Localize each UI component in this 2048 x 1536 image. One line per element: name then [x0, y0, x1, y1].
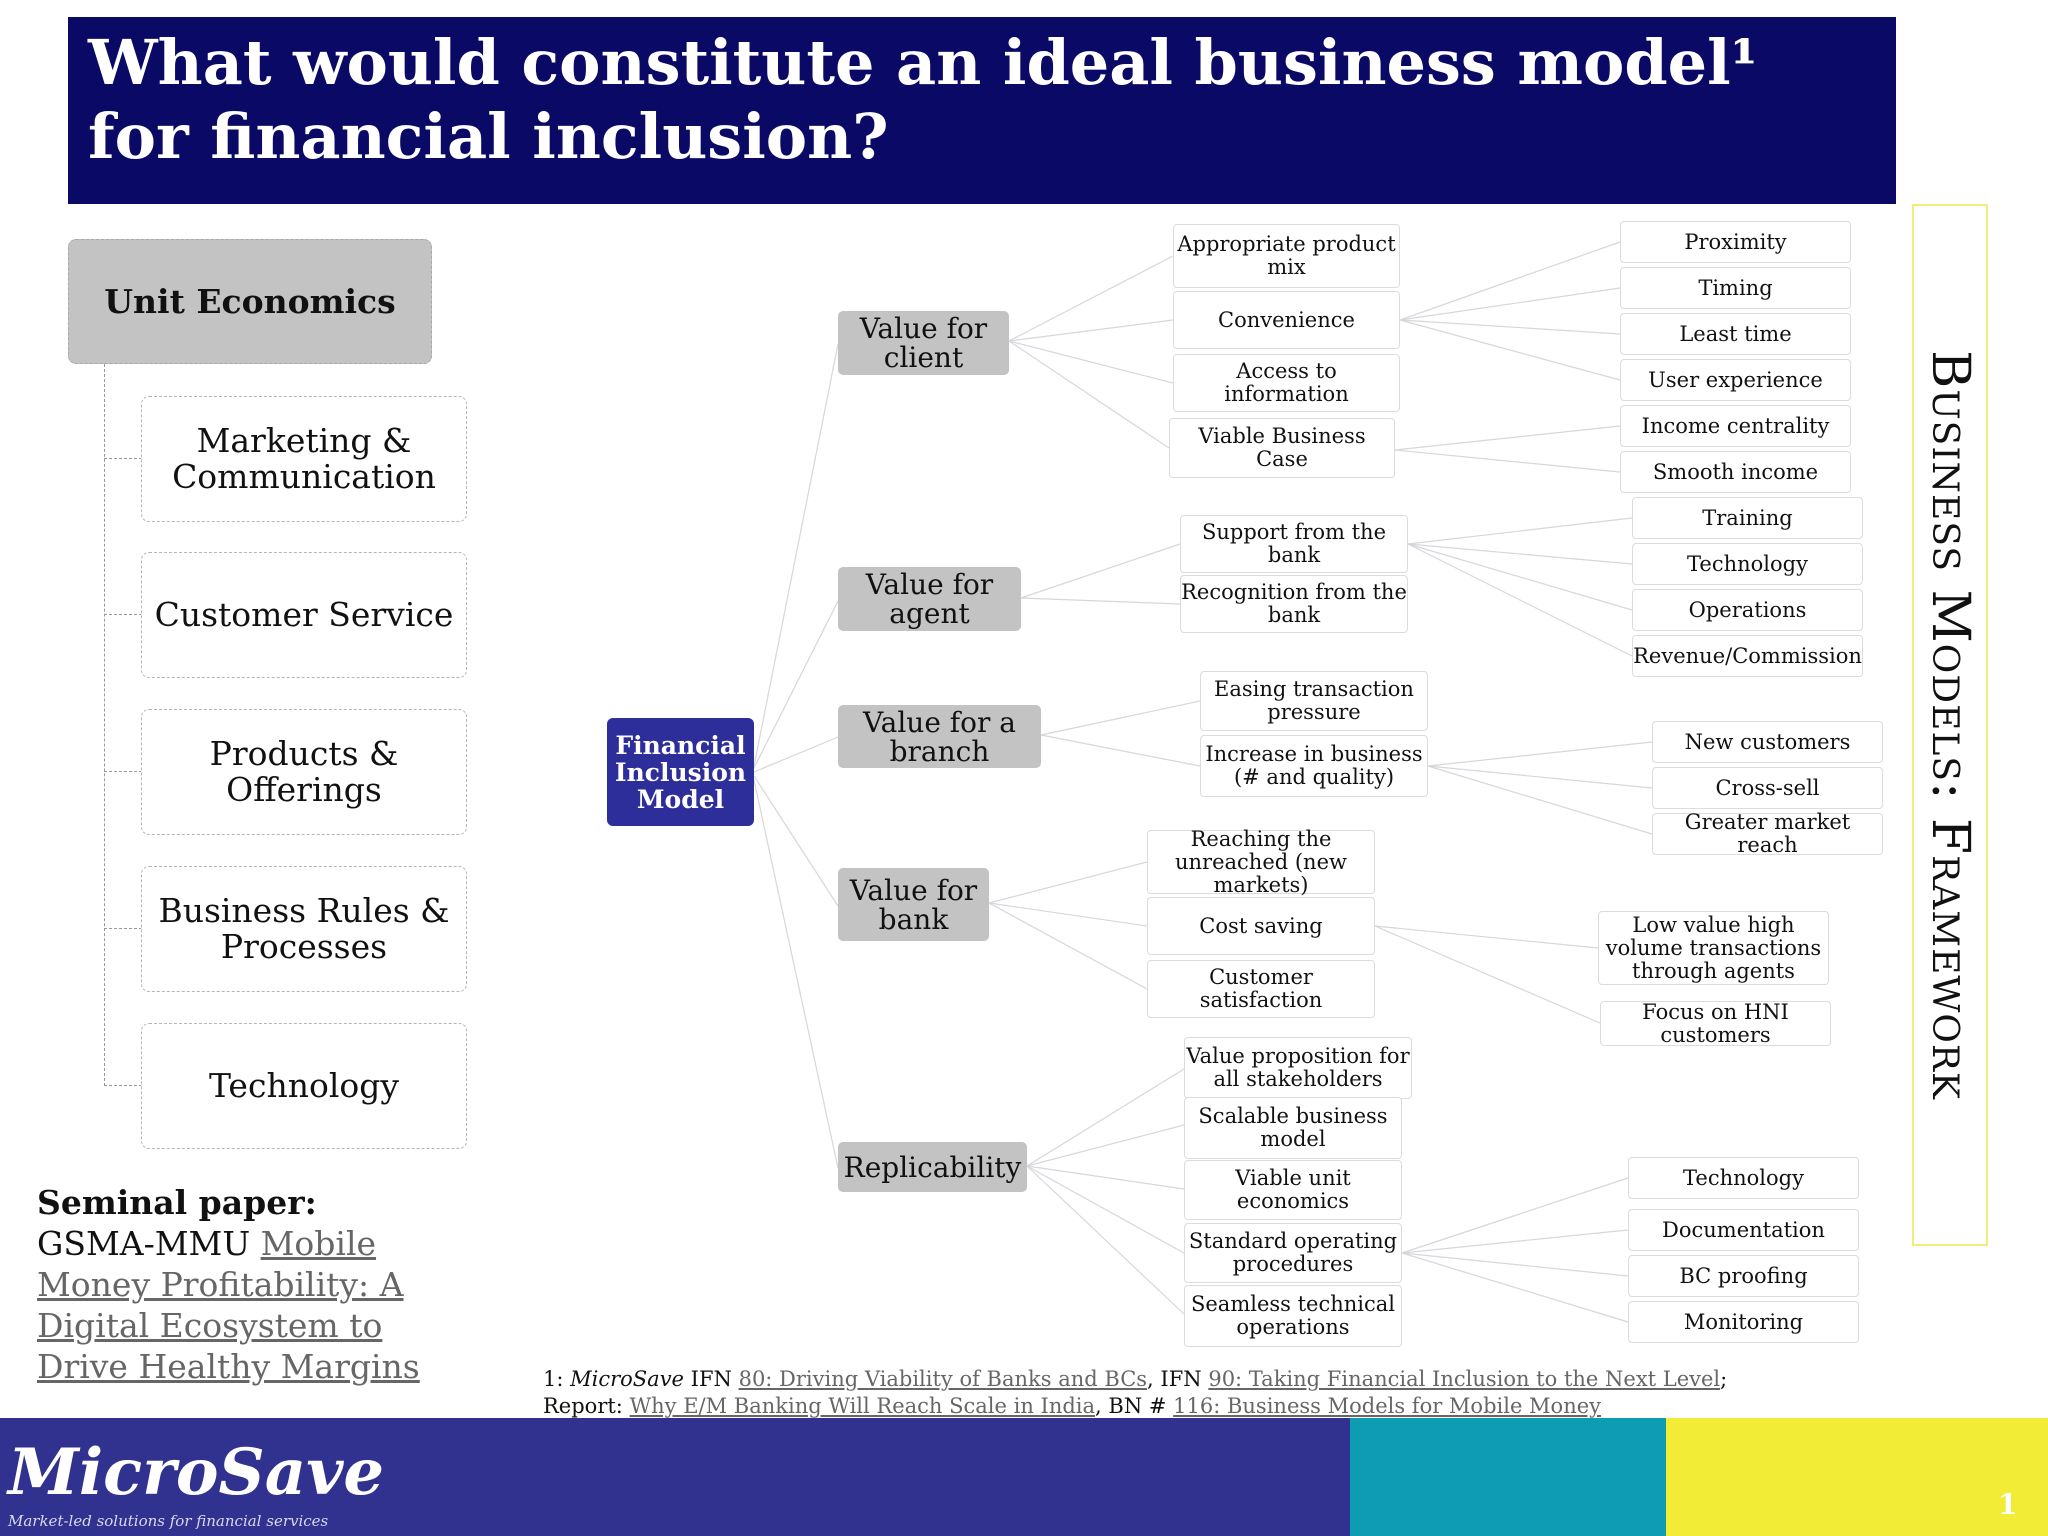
seminal-heading: Seminal paper: — [37, 1183, 317, 1222]
item-label: Products & Offerings — [209, 734, 399, 809]
bank-item: Customer satisfaction — [1147, 960, 1375, 1018]
page-number: 1 — [1998, 1488, 2018, 1521]
item-label: Customer Service — [154, 595, 454, 634]
footnote-prefix: Report: — [543, 1394, 630, 1418]
footnote-text: , BN # — [1095, 1394, 1174, 1418]
footnote-prefix: 1: — [543, 1367, 571, 1391]
client-detail: User experience — [1620, 359, 1851, 401]
client-detail: Smooth income — [1620, 451, 1851, 493]
footnote-line-2 — [543, 1393, 1743, 1420]
replicability-item: Value proposition for all stakeholders — [1184, 1037, 1412, 1099]
client-item: Appropriate product mix — [1173, 224, 1400, 288]
branch-item: Easing transaction pressure — [1200, 671, 1428, 731]
branch-replicability: Replicability — [838, 1142, 1027, 1192]
replicability-item: Standard operating procedures — [1184, 1223, 1402, 1283]
footnote-link[interactable]: Why E/M Banking Will Reach Scale in India — [629, 1394, 1096, 1418]
client-item: Viable Business Case — [1169, 418, 1395, 478]
agent-detail: Training — [1632, 497, 1863, 539]
item-label: Technology — [208, 1066, 400, 1105]
replicability-detail: Documentation — [1628, 1209, 1859, 1251]
footnote-org: MicroSave — [570, 1367, 684, 1391]
replicability-item: Viable unit economics — [1184, 1160, 1402, 1220]
bank-detail: Low value high volume transactions through agents — [1598, 911, 1829, 985]
footnote-link[interactable]: 80: Driving Viability of Banks and BCs — [738, 1367, 1148, 1391]
replicability-item: Seamless technical operations — [1184, 1285, 1402, 1347]
footnote-text: ; — [1720, 1367, 1728, 1391]
client-detail: Timing — [1620, 267, 1851, 309]
branch-value-for-agent: Value for agent — [838, 567, 1021, 631]
logo-tagline: Market-led solutions for financial services — [8, 1512, 329, 1530]
agent-detail: Technology — [1632, 543, 1863, 585]
agent-detail: Operations — [1632, 589, 1863, 631]
footnote-text: , IFN — [1147, 1367, 1209, 1391]
footer-yellow-block — [1666, 1418, 2048, 1536]
client-item: Convenience — [1173, 291, 1400, 349]
agent-item: Recognition from the bank — [1180, 575, 1408, 633]
client-item: Access to information — [1173, 354, 1400, 412]
footnote-line-1 — [543, 1366, 1743, 1393]
footnote-link[interactable]: 116: Business Models for Mobile Money — [1173, 1394, 1602, 1418]
item-label: Business Rules & Processes — [158, 891, 450, 966]
agent-detail: Revenue/Commission — [1632, 635, 1863, 677]
seminal-prefix: GSMA-MMU — [37, 1224, 261, 1263]
branch-detail: Cross-sell — [1652, 767, 1883, 809]
agent-item: Support from the bank — [1180, 515, 1408, 573]
replicability-detail: BC proofing — [1628, 1255, 1859, 1297]
branch-detail: New customers — [1652, 721, 1883, 763]
mindmap-root: Financial Inclusion Model — [607, 718, 754, 826]
replicability-detail: Technology — [1628, 1157, 1859, 1199]
bank-item: Reaching the unreached (new markets) — [1147, 830, 1375, 894]
microsave-logo: MicroSave — [8, 1435, 385, 1510]
seminal-paper-link[interactable]: Mobile Money Profitability: A Digital Ecosystem to Drive Healthy Margins — [37, 1224, 420, 1386]
branch-item: Increase in business (# and quality) — [1200, 735, 1428, 797]
bank-item: Cost saving — [1147, 897, 1375, 955]
replicability-item: Scalable business model — [1184, 1097, 1402, 1159]
client-detail: Least time — [1620, 313, 1851, 355]
footnote — [543, 1366, 1743, 1420]
footnote-text: IFN — [683, 1367, 739, 1391]
branch-value-for-bank: Value for bank — [838, 868, 989, 941]
replicability-detail: Monitoring — [1628, 1301, 1859, 1343]
side-title: Business Models: Framework — [1920, 350, 1981, 1100]
branch-detail: Greater market reach — [1652, 813, 1883, 855]
footer-teal-block — [1350, 1418, 1666, 1536]
unit-economics-label: Unit Economics — [104, 282, 396, 321]
footnote-link[interactable]: 90: Taking Financial Inclusion to the Next Level — [1208, 1367, 1721, 1391]
item-label: Marketing & Communication — [172, 421, 436, 496]
page-title: What would constitute an ideal business model¹ for financial inclusion? — [88, 26, 1758, 173]
branch-value-for-client: Value for client — [838, 311, 1009, 375]
bank-detail: Focus on HNI customers — [1600, 1001, 1831, 1046]
client-detail: Proximity — [1620, 221, 1851, 263]
client-detail: Income centrality — [1620, 405, 1851, 447]
branch-value-for-branch: Value for a branch — [838, 705, 1041, 768]
